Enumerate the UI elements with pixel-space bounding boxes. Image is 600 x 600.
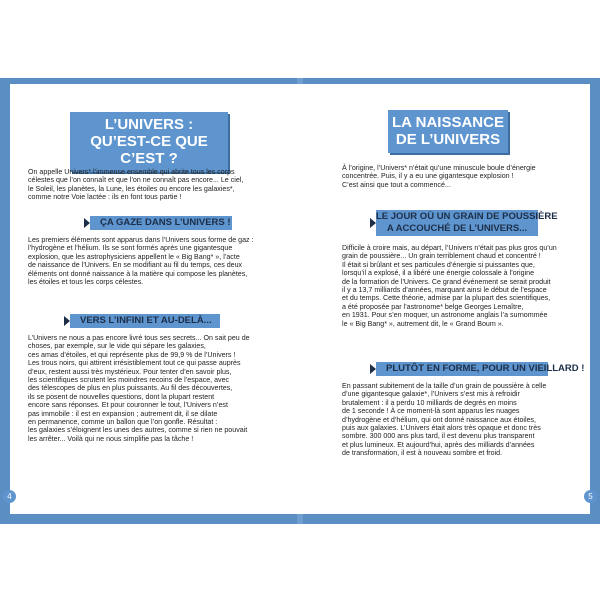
text-line: concentrée. Puis, il y a eu une gigantesque explosion ! <box>342 172 514 181</box>
page-number-left: 4 <box>3 490 16 503</box>
arrow-icon <box>64 316 70 326</box>
arrow-icon <box>370 218 376 228</box>
text-line: choses, par exemple, sur le vide qui sépare les galaxies, <box>28 342 206 351</box>
text-line: explosion, que les astrophysiciens appellent le « Big Bang* », l’acte <box>28 252 240 261</box>
text-line: de la formation de l’Univers. Ce grand événement se serait produit <box>342 277 551 286</box>
left-page <box>10 84 300 514</box>
left-section2-title-text: VERS L’INFINI ET AU-DELÀ... <box>80 315 212 326</box>
text-line: et plus lumineux. Et aujourd’hui, après des milliards d’années <box>342 440 535 449</box>
text-line: de 1 seconde ! À ce moment-là sont apparus les nuages <box>342 407 520 416</box>
text-line: les galaxies s’éloignent les unes des autres, comme si rien ne pouvait <box>28 426 248 435</box>
text-line: il y a 13,7 milliards d’années, marquant ainsi le début de l’espace <box>342 286 547 295</box>
right-title-line1: LA NAISSANCE <box>392 114 504 131</box>
right-section1-title-line2: A ACCOUCHÉ DE L’UNIVERS... <box>386 223 528 234</box>
text-line: Difficile à croire mais, au départ, l’Univers n’était pas plus gros qu’un <box>342 244 557 252</box>
right-page <box>300 84 590 514</box>
left-section2-title <box>70 314 220 328</box>
text-line: encore sans réponses. Et pour couronner le tout, l’Univers n’est <box>28 401 228 410</box>
right-intro <box>342 164 587 189</box>
left-section1-title-text: ÇA GAZE DANS L’UNIVERS ! <box>100 217 231 228</box>
text-line: comme notre Voie lactée : ils en font tous partie ! <box>28 193 182 202</box>
text-line: le « Big Bang* », autrement dit, le « Grand Boum ». <box>342 319 504 328</box>
text-line: de transformation, il est à nouveau sombre et froid. <box>342 449 503 458</box>
right-section1-title-line1: LE JOUR OÙ UN GRAIN DE POUSSIÈRE <box>376 211 558 222</box>
left-intro <box>28 168 293 202</box>
text-line: éléments ont donné naissance à la matière qui compose les planètes, <box>28 269 248 278</box>
text-line: En passant subitement de la taille d’un grain de poussière à celle <box>342 382 547 390</box>
text-line: d’eux, restent aussi très mystérieux. Pour tenter d’en savoir plus, <box>28 367 232 376</box>
text-line: C’est ainsi que tout a commencé... <box>342 180 451 189</box>
text-line: grain de poussière... Un grain terriblement chaud et concentré ! <box>342 252 541 261</box>
text-line: l’hydrogène et l’hélium. Ils se sont formés après une gigantesque <box>28 244 233 253</box>
text-line: Il était si brûlant et ses particules d’énergie si puissantes que, <box>342 260 535 269</box>
text-line: d’hydrogène et d’hélium, qui ont donné naissance aux étoiles, <box>342 415 537 424</box>
right-title-line2: DE L’UNIVERS <box>395 131 501 148</box>
text-line: en permanence, comme un ballon que l’on gonfle. Résultat : <box>28 418 218 427</box>
right-section2-title <box>376 362 585 376</box>
left-section1-text <box>28 236 293 286</box>
text-line: Les premiers éléments sont apparus dans l’Univers sous forme de gaz : <box>28 236 254 244</box>
arrow-icon <box>84 218 90 228</box>
text-line: L’Univers ne nous a pas encore livré tous ses secrets... On sait peu de <box>28 334 250 342</box>
text-line: les étoiles et tous les corps célestes. <box>28 278 144 287</box>
right-section1-text <box>342 244 587 328</box>
text-line: a été proposée par l’astronome* belge Georges Lemaître, <box>342 302 524 311</box>
right-section2-title-text: PLUTÔT EN FORME, POUR UN VIEILLARD ! <box>386 363 585 374</box>
text-line: d’une gigantesque galaxie*, l’Univers s’est mis à refroidir <box>342 390 520 399</box>
text-line: les scientifiques scrutent les moindres recoins de l’espace, avec <box>28 376 230 385</box>
text-line: en 1931. Pour s’en moquer, un astronome anglais l’a surnommée <box>342 311 548 320</box>
right-page-title <box>388 110 508 153</box>
text-line: célestes que l’on connaît et que l’on ne connaît pas encore... Le ciel, <box>28 176 244 185</box>
left-section2-text <box>28 334 293 443</box>
text-line: pas immobile : il est en expansion ; autrement dit, il se dilate <box>28 409 218 418</box>
text-line: le Soleil, les planètes, la Lune, les étoiles ou encore les galaxies*, <box>28 184 235 193</box>
text-line: des télescopes de plus en plus puissants. Au fil des découvertes, <box>28 384 233 393</box>
text-line: et du temps. Cette théorie, admise par la plupart des scientifiques, <box>342 294 551 303</box>
left-title-line1: L’UNIVERS : <box>104 116 194 133</box>
text-line: À l’origine, l’Univers* n’était qu’une minuscule boule d’énergie <box>342 164 536 172</box>
left-section1-title <box>90 216 232 230</box>
right-section2-text <box>342 382 587 458</box>
left-title-line2: QU’EST-CE QUE C’EST ? <box>90 133 208 167</box>
text-line: de naissance de l’Univers. En se modifiant au fil du temps, ces deux <box>28 261 243 270</box>
text-line: ces amas d’étoiles, et qui représente plus de 99,9 % de l’Univers ! <box>28 350 236 359</box>
arrow-icon <box>370 364 376 374</box>
left-page-title <box>70 112 228 172</box>
text-line: sombre. 300 000 ans plus tard, il est devenu plus transparent <box>342 432 535 441</box>
text-line: On appelle Univers* l’immense ensemble qui abrite tous les corps <box>28 168 235 176</box>
text-line: lorsqu’il a explosé, il a libéré une énergie colossale à l’origine <box>342 269 535 278</box>
right-section1-title <box>376 210 558 236</box>
text-line: ils se posent de nouvelles questions, dont la plupart restent <box>28 392 215 401</box>
book-spread <box>0 78 600 524</box>
text-line: les arrêter... Voilà qui ne nous simplifie pas la tâche ! <box>28 434 194 443</box>
text-line: puis aux galaxies. L’Univers était alors très opaque et donc très <box>342 424 541 433</box>
page-number-right: 5 <box>584 490 597 503</box>
text-line: Les trous noirs, qui attirent irrésistiblement tout ce qui passe auprès <box>28 359 241 368</box>
text-line: brutalement : il a perdu 10 milliards de degrés en moins <box>342 398 517 407</box>
